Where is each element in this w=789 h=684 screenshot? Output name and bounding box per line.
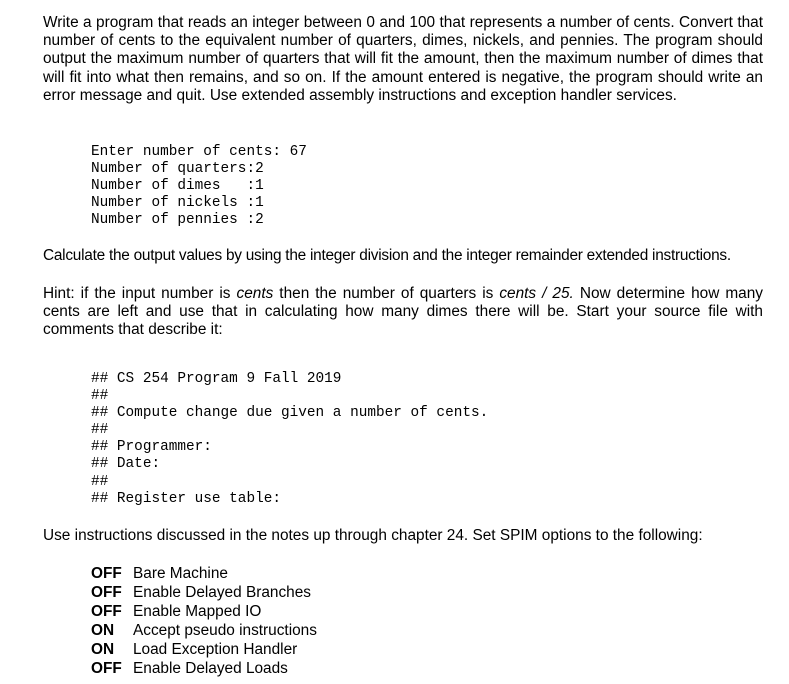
option-state: OFF <box>91 603 122 621</box>
hint-emphasis: cents <box>236 285 274 302</box>
option-state: OFF <box>91 660 122 678</box>
comment-line: ## <box>91 388 109 405</box>
sample-output-line: Enter number of cents: 67 <box>91 144 307 160</box>
option-state: ON <box>91 641 115 659</box>
comment-line: ## Register use table: <box>91 490 281 507</box>
option-label: Enable Delayed Loads <box>133 660 288 678</box>
spim-option <box>91 564 317 583</box>
option-label: Enable Delayed Branches <box>133 584 311 602</box>
option-state: ON <box>91 622 115 640</box>
header-comment-block <box>91 371 488 508</box>
hint-emphasis: cents / 25. <box>499 285 574 302</box>
spim-option <box>91 640 317 659</box>
sample-output-line: Number of dimes :1 <box>91 178 264 195</box>
hint-text: Now determine how many cents are left and use that in calculating how many dimes there will be. Start your source file with comments that describe it: <box>43 285 763 339</box>
sample-output-block <box>91 144 307 229</box>
spim-option <box>91 621 317 640</box>
option-label: Bare Machine <box>133 565 228 582</box>
comment-line: ## Compute change due given a number of cents. <box>91 405 489 422</box>
calculation-note: Calculate the output values by using the integer division and the integer remainder extended instructions. <box>43 247 731 264</box>
comment-line: ## CS 254 Program 9 Fall 2019 <box>91 371 342 387</box>
comment-line: ## Programmer: <box>91 439 212 456</box>
spim-options-list <box>91 564 317 679</box>
spim-instructions: Use instructions discussed in the notes up through chapter 24. Set SPIM options to the following: <box>43 527 703 544</box>
spim-option <box>91 602 317 621</box>
sample-output-line: Number of pennies :2 <box>91 212 264 229</box>
hint-text: then the number of quarters is <box>273 285 500 302</box>
sample-output-line: Number of nickels :1 <box>91 195 264 212</box>
comment-line: ## <box>91 473 109 490</box>
option-label: Accept pseudo instructions <box>133 622 317 640</box>
comment-line: ## <box>91 422 109 439</box>
hint-paragraph <box>43 285 763 340</box>
option-label: Enable Mapped IO <box>133 603 262 621</box>
spim-option <box>91 583 317 602</box>
spim-option <box>91 659 317 678</box>
intro-paragraph: Write a program that reads an integer between 0 and 100 that represents a number of cents. Convert that number of cents to the equivalent number of quarters, dimes, nickels, and pennies. The program should output the maximum number of quarters that will fit the amount, then the maximum number of dimes that will fit into what then remains, and so on. If the amount entered is negative, the program should write an error message and quit. Use extended assembly instructions and exception handler services. <box>43 14 763 104</box>
sample-output-line: Number of quarters:2 <box>91 161 264 178</box>
comment-line: ## Date: <box>91 456 161 473</box>
option-label: Load Exception Handler <box>133 641 298 659</box>
hint-text: Hint: if the input number is <box>43 285 237 302</box>
option-state: OFF <box>91 584 122 602</box>
option-state: OFF <box>91 565 122 582</box>
